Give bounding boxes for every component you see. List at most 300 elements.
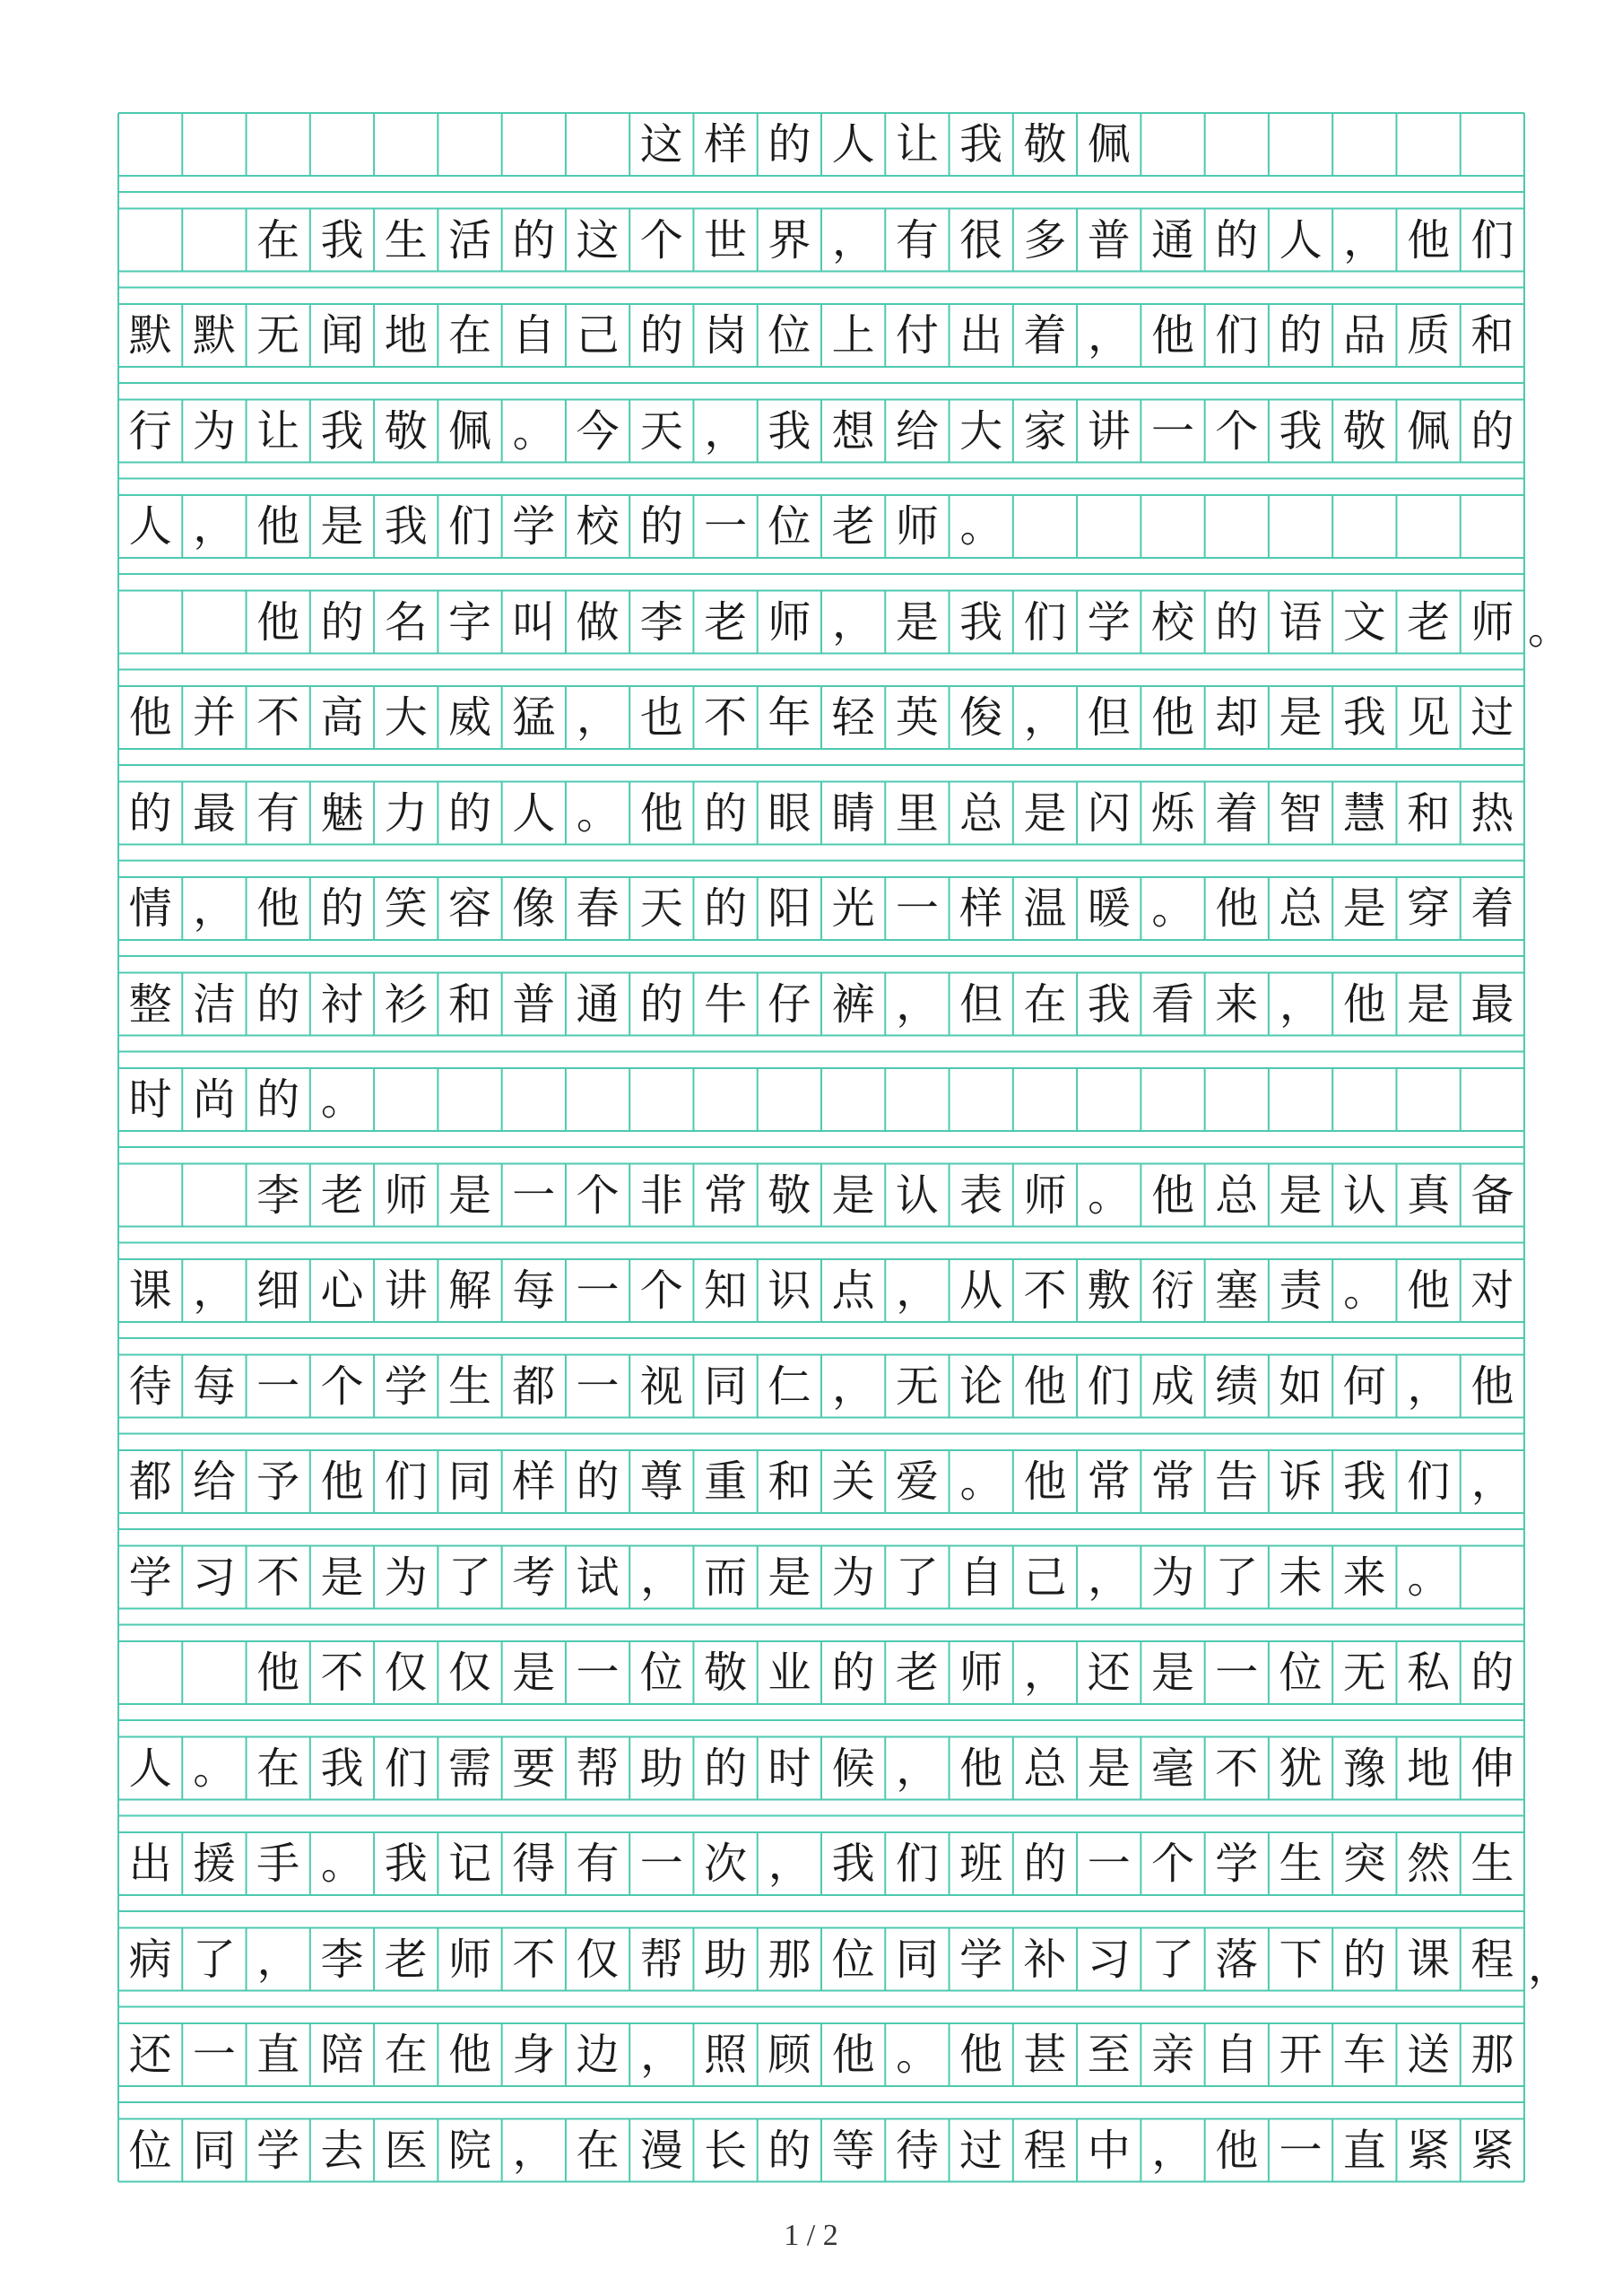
char-cell: 无 — [256, 310, 300, 361]
char-cell: 我 — [320, 405, 364, 457]
char-cell: 出 — [128, 1839, 172, 1889]
char-cell: 陪 — [320, 2030, 364, 2080]
char-cell: 他 — [831, 2030, 875, 2080]
char-cell: 手 — [256, 1839, 300, 1889]
char-cell: 需 — [447, 1743, 491, 1794]
char-cell: 时 — [768, 1743, 811, 1794]
char-cell: 己 — [1023, 1552, 1067, 1603]
text-row — [118, 1164, 1524, 1227]
char-cell: 他 — [256, 596, 300, 648]
char-cell: 光 — [831, 883, 875, 934]
char-cell: 为 — [1150, 1552, 1194, 1603]
char-cell: 着 — [1023, 310, 1067, 361]
char-cell: 的 — [1215, 596, 1259, 648]
char-cell — [182, 209, 246, 272]
char-cell: 见 — [1407, 692, 1451, 743]
char-cell: 落 — [1215, 1934, 1259, 1985]
char-cell: 有 — [576, 1839, 620, 1889]
char-cell: ， — [1343, 214, 1387, 265]
char-cell: ， — [640, 2030, 684, 2080]
char-cell: 紧 — [1470, 2125, 1514, 2176]
char-cell: 医 — [384, 2125, 428, 2176]
char-cell: 默 — [192, 310, 236, 361]
char-cell: 叫 — [512, 596, 556, 648]
char-cell: 和 — [1407, 787, 1451, 839]
char-cell: 是 — [768, 1552, 811, 1603]
char-cell: 洁 — [192, 978, 236, 1030]
text-row — [118, 1737, 1524, 1800]
char-cell: 智 — [1279, 787, 1323, 839]
char-cell: 的 — [447, 787, 491, 839]
char-cell: 有 — [895, 214, 939, 265]
char-cell: 是 — [512, 1648, 556, 1698]
char-cell: 我 — [768, 405, 811, 457]
char-cell: 他 — [1470, 1361, 1514, 1412]
char-cell: 他 — [1023, 1457, 1067, 1507]
char-cell: 习 — [192, 1552, 236, 1603]
char-cell: 普 — [512, 978, 556, 1030]
char-cell: 自 — [512, 310, 556, 361]
char-cell: 一 — [512, 1170, 556, 1221]
char-cell: 过 — [959, 2125, 1003, 2176]
char-cell: 自 — [1215, 2030, 1259, 2080]
char-cell: 付 — [895, 310, 939, 361]
char-cell: 帮 — [639, 1934, 683, 1985]
title-char: 我 — [959, 119, 1003, 170]
char-cell: 们 — [447, 501, 491, 552]
char-cell: 的 — [512, 214, 556, 265]
char-cell: 心 — [320, 1265, 364, 1316]
char-cell: 习 — [1087, 1934, 1131, 1985]
char-cell: 。 — [1407, 1552, 1451, 1603]
char-cell: 助 — [704, 1934, 748, 1985]
char-cell: 仔 — [768, 978, 811, 1030]
char-cell: 是 — [320, 1552, 364, 1603]
char-cell: 老 — [384, 1934, 428, 1985]
char-cell: 同 — [447, 1457, 491, 1507]
char-cell: 的 — [1342, 1934, 1386, 1985]
char-cell: 想 — [831, 405, 875, 457]
char-cell: 尊 — [639, 1457, 683, 1507]
char-cell: 成 — [1150, 1361, 1194, 1412]
char-cell: ， — [1023, 1648, 1067, 1698]
char-cell: 着 — [1215, 787, 1259, 839]
char-cell: 次 — [704, 1839, 748, 1889]
char-cell: 我 — [1342, 692, 1386, 743]
char-cell: 师 — [1023, 1170, 1067, 1221]
char-cell: 在 — [576, 2125, 620, 2176]
char-cell: 常 — [1087, 1457, 1131, 1507]
char-cell: 还 — [128, 2030, 172, 2080]
char-cell: 多 — [1023, 214, 1067, 265]
char-cell: 我 — [1342, 1457, 1386, 1507]
char-cell: 未 — [1279, 1552, 1323, 1603]
char-cell: 暖 — [1087, 883, 1131, 934]
text-row — [118, 2119, 1524, 2182]
char-cell: 他 — [256, 501, 300, 552]
char-cell: 来 — [1342, 1552, 1386, 1603]
char-cell: 高 — [320, 692, 364, 743]
char-cell: ， — [768, 1839, 811, 1889]
char-cell: 一 — [576, 1265, 620, 1316]
char-cell: 的 — [128, 787, 172, 839]
char-cell: 位 — [768, 501, 811, 552]
char-cell: 的 — [704, 1743, 748, 1794]
char-cell: 来 — [1215, 978, 1259, 1030]
char-cell: 上 — [831, 310, 875, 361]
char-cell: 他 — [1023, 1361, 1067, 1412]
char-cell: 那 — [768, 1934, 811, 1985]
char-cell: 援 — [192, 1839, 236, 1889]
char-cell: 但 — [959, 978, 1003, 1030]
char-cell: 的 — [256, 1074, 300, 1125]
char-cell: 讲 — [1087, 405, 1131, 457]
char-cell: 他 — [256, 1648, 300, 1698]
char-cell: 位 — [128, 2125, 172, 2176]
char-cell: 个 — [639, 1265, 683, 1316]
char-cell: 诉 — [1279, 1457, 1323, 1507]
char-cell: 们 — [1407, 1457, 1451, 1507]
title-char: 让 — [895, 119, 939, 170]
text-row — [118, 973, 1524, 1036]
char-cell: 大 — [959, 405, 1003, 457]
char-cell: 候 — [831, 1743, 875, 1794]
char-cell: 师 — [1470, 596, 1514, 648]
char-cell: 家 — [1023, 405, 1067, 457]
char-cell: 是 — [1407, 978, 1451, 1030]
char-cell: 个 — [1215, 405, 1259, 457]
text-row — [118, 1259, 1524, 1322]
char-cell: 敬 — [768, 1170, 811, 1221]
char-cell: 闪 — [1087, 787, 1131, 839]
char-cell: 的 — [704, 787, 748, 839]
char-cell: 学 — [384, 1361, 428, 1412]
char-cell: 学 — [959, 1934, 1003, 1985]
char-cell: ， — [1407, 1361, 1451, 1412]
char-cell: 我 — [959, 596, 1003, 648]
char-cell: 一 — [1215, 1648, 1259, 1698]
char-cell: 他 — [1150, 310, 1194, 361]
char-cell: 一 — [895, 883, 939, 934]
char-cell: 责 — [1279, 1265, 1323, 1316]
char-cell: 敬 — [1342, 405, 1386, 457]
char-cell: 和 — [1470, 310, 1514, 361]
text-row — [118, 591, 1572, 654]
char-cell: 眼 — [768, 787, 811, 839]
char-cell: 告 — [1215, 1457, 1259, 1507]
char-cell: 校 — [1150, 596, 1194, 648]
char-cell: 重 — [704, 1457, 748, 1507]
char-cell: 。 — [896, 2030, 940, 2080]
overflow-char: ， — [1528, 1940, 1572, 1991]
char-cell: 绩 — [1215, 1361, 1259, 1412]
page-number: 1 / 2 — [784, 2219, 838, 2252]
char-cell: 容 — [447, 883, 491, 934]
char-cell: 车 — [1342, 2030, 1386, 2080]
char-cell: 如 — [1279, 1361, 1323, 1412]
text-row — [118, 1068, 1524, 1131]
char-cell: 并 — [192, 692, 236, 743]
char-cell: 他 — [1150, 1170, 1194, 1221]
char-cell: 每 — [512, 1265, 556, 1316]
char-cell: 从 — [959, 1265, 1003, 1316]
char-cell: 他 — [959, 2030, 1003, 2080]
char-cell: 亲 — [1150, 2030, 1194, 2080]
char-cell: 在 — [384, 2030, 428, 2080]
char-cell: 穿 — [1407, 883, 1451, 934]
char-cell: 敷 — [1087, 1265, 1131, 1316]
char-cell: 记 — [447, 1839, 491, 1889]
char-cell: 予 — [256, 1457, 300, 1507]
char-cell: 学 — [512, 501, 556, 552]
char-cell: 是 — [1023, 787, 1067, 839]
char-cell: 像 — [512, 883, 556, 934]
char-cell: 师 — [384, 1170, 428, 1221]
char-cell: 师 — [895, 501, 939, 552]
char-cell: 。 — [1151, 883, 1195, 934]
char-cell: 直 — [1342, 2125, 1386, 2176]
char-cell — [182, 1164, 246, 1227]
char-cell: 不 — [704, 692, 748, 743]
char-cell: 知 — [704, 1265, 748, 1316]
char-cell: 等 — [831, 2125, 875, 2176]
char-cell: 裤 — [831, 978, 875, 1030]
char-cell: 中 — [1087, 2125, 1131, 2176]
char-cell: 给 — [895, 405, 939, 457]
char-cell: 为 — [384, 1552, 428, 1603]
char-cell: 师 — [768, 596, 811, 648]
char-cell: 人 — [128, 1743, 172, 1794]
char-cell: 猛 — [512, 692, 556, 743]
char-cell: 每 — [192, 1361, 236, 1412]
char-cell: 学 — [128, 1552, 172, 1603]
char-cell: 也 — [639, 692, 683, 743]
char-cell: 表 — [959, 1170, 1003, 1221]
char-cell: 让 — [256, 405, 300, 457]
char-cell: 他 — [1407, 1265, 1451, 1316]
char-cell: 视 — [639, 1361, 683, 1412]
char-cell: 佩 — [1407, 405, 1451, 457]
char-cell: 他 — [256, 883, 300, 934]
char-cell: 是 — [1279, 692, 1323, 743]
char-cell: 的 — [1279, 310, 1323, 361]
char-cell — [118, 1641, 182, 1704]
char-cell: 牛 — [704, 978, 748, 1030]
title-char: 样 — [704, 119, 748, 170]
char-cell: 春 — [576, 883, 620, 934]
char-cell: 爱 — [895, 1457, 939, 1507]
char-cell: 总 — [1215, 1170, 1259, 1221]
char-cell: 何 — [1342, 1361, 1386, 1412]
char-cell: ， — [832, 596, 876, 648]
char-cell: 。 — [1088, 1170, 1132, 1221]
char-cell: 的 — [320, 883, 364, 934]
char-cell: 情 — [128, 883, 172, 934]
char-cell: 课 — [128, 1265, 172, 1316]
text-row — [118, 304, 1524, 367]
char-cell: 他 — [639, 787, 683, 839]
text-row — [118, 877, 1524, 940]
char-cell: 文 — [1342, 596, 1386, 648]
char-cell: 世 — [704, 214, 748, 265]
char-cell: 敬 — [704, 1648, 748, 1698]
char-cell: 个 — [1150, 1839, 1194, 1889]
char-cell: 身 — [512, 2030, 556, 2080]
char-cell: 待 — [895, 2125, 939, 2176]
char-cell: 认 — [1342, 1170, 1386, 1221]
char-cell: 常 — [704, 1170, 748, 1221]
char-cell: 真 — [1407, 1170, 1451, 1221]
char-cell: 是 — [320, 501, 364, 552]
char-cell: 们 — [895, 1839, 939, 1889]
char-cell: 突 — [1342, 1839, 1386, 1889]
char-cell: ， — [640, 1552, 684, 1603]
char-cell: 活 — [447, 214, 491, 265]
title-char: 的 — [768, 119, 811, 170]
char-cell: 年 — [768, 692, 811, 743]
char-cell: 我 — [320, 1743, 364, 1794]
char-cell: 人 — [512, 787, 556, 839]
char-cell: 伸 — [1470, 1743, 1514, 1794]
char-cell: 对 — [1470, 1265, 1514, 1316]
char-cell: 识 — [768, 1265, 811, 1316]
char-cell: 补 — [1023, 1934, 1067, 1985]
char-cell: 慧 — [1342, 787, 1386, 839]
char-cell: 一 — [704, 501, 748, 552]
char-cell: 有 — [256, 787, 300, 839]
char-cell: 师 — [959, 1648, 1003, 1698]
char-cell: 烁 — [1150, 787, 1194, 839]
char-cell: 一 — [639, 1839, 683, 1889]
char-cell: 岗 — [704, 310, 748, 361]
char-cell: 笑 — [384, 883, 428, 934]
char-cell: 我 — [831, 1839, 875, 1889]
char-cell: 毫 — [1150, 1743, 1194, 1794]
char-cell: 还 — [1087, 1648, 1131, 1698]
text-row — [118, 782, 1524, 845]
char-cell: 他 — [1150, 692, 1194, 743]
char-cell: 学 — [256, 2125, 300, 2176]
char-cell: 己 — [576, 310, 620, 361]
char-cell: 程 — [1023, 2125, 1067, 2176]
char-cell: 的 — [1023, 1839, 1067, 1889]
char-cell: 课 — [1407, 1934, 1451, 1985]
char-cell: 很 — [959, 214, 1003, 265]
char-cell: 不 — [1023, 1265, 1067, 1316]
char-cell: 一 — [256, 1361, 300, 1412]
char-cell: 位 — [1279, 1648, 1323, 1698]
char-cell: 关 — [831, 1457, 875, 1507]
char-cell: 尚 — [192, 1074, 236, 1125]
overflow-char: 。 — [1528, 603, 1572, 654]
char-cell: 。 — [1343, 1265, 1387, 1316]
char-cell: 。 — [576, 787, 620, 839]
char-cell: 我 — [1279, 405, 1323, 457]
char-cell: 总 — [1023, 1743, 1067, 1794]
char-cell: ， — [1023, 692, 1067, 743]
char-cell: 老 — [895, 1648, 939, 1698]
char-cell: 自 — [959, 1552, 1003, 1603]
char-cell: 顾 — [768, 2030, 811, 2080]
char-cell: 不 — [256, 692, 300, 743]
char-cell: 英 — [895, 692, 939, 743]
char-cell: ， — [1279, 978, 1323, 1030]
char-cell: 地 — [1407, 1743, 1451, 1794]
char-cell: 无 — [895, 1361, 939, 1412]
char-cell: 一 — [576, 1648, 620, 1698]
char-cell: 不 — [512, 1934, 556, 1985]
char-cell: 在 — [256, 214, 300, 265]
char-cell: 一 — [1279, 2125, 1323, 2176]
char-cell: 常 — [1150, 1457, 1194, 1507]
char-cell: 学 — [1215, 1839, 1259, 1889]
char-cell: 最 — [192, 787, 236, 839]
char-cell: 是 — [831, 1170, 875, 1221]
char-cell: 一 — [192, 2030, 236, 2080]
char-cell: 他 — [1407, 214, 1451, 265]
char-cell: 佩 — [447, 405, 491, 457]
char-cell: 。 — [320, 1074, 364, 1125]
char-cell: 都 — [128, 1457, 172, 1507]
char-cell: 热 — [1470, 787, 1514, 839]
char-cell: 温 — [1023, 883, 1067, 934]
char-cell: 们 — [1023, 596, 1067, 648]
char-cell: 备 — [1470, 1170, 1514, 1221]
char-cell: 和 — [447, 978, 491, 1030]
char-cell: ， — [704, 405, 748, 457]
char-cell: 同 — [704, 1361, 748, 1412]
char-cell: 点 — [831, 1265, 875, 1316]
char-cell: 至 — [1087, 2030, 1131, 2080]
char-cell: 讲 — [384, 1265, 428, 1316]
char-cell: 位 — [639, 1648, 683, 1698]
char-cell: 做 — [576, 596, 620, 648]
char-cell: 师 — [447, 1934, 491, 1985]
char-cell: 衬 — [320, 978, 364, 1030]
char-cell: ， — [576, 692, 620, 743]
char-cell: 班 — [959, 1839, 1003, 1889]
char-cell: 了 — [1215, 1552, 1259, 1603]
char-cell: 界 — [768, 214, 811, 265]
char-cell: 的 — [704, 883, 748, 934]
char-cell: 生 — [1470, 1839, 1514, 1889]
char-cell: 语 — [1279, 596, 1323, 648]
text-row — [118, 209, 1524, 272]
char-cell: 的 — [768, 2125, 811, 2176]
char-cell: 是 — [1150, 1648, 1194, 1698]
char-cell: 他 — [128, 692, 172, 743]
char-cell: 我 — [384, 1839, 428, 1889]
char-cell: 魅 — [320, 787, 364, 839]
char-cell: 病 — [128, 1934, 172, 1985]
text-row — [118, 400, 1524, 463]
char-cell: 他 — [447, 2030, 491, 2080]
char-cell: 无 — [1342, 1648, 1386, 1698]
char-cell: 院 — [447, 2125, 491, 2176]
char-cell: 个 — [576, 1170, 620, 1221]
char-cell: 我 — [384, 501, 428, 552]
char-cell: 私 — [1407, 1648, 1451, 1698]
char-cell: 是 — [1087, 1743, 1131, 1794]
char-cell: 的 — [1470, 405, 1514, 457]
char-cell: 不 — [320, 1648, 364, 1698]
char-cell: 开 — [1279, 2030, 1323, 2080]
char-cell: 的 — [1470, 1648, 1514, 1698]
char-cell: 今 — [576, 405, 620, 457]
char-cell: 和 — [768, 1457, 811, 1507]
char-cell: 边 — [576, 2030, 620, 2080]
char-cell: 我 — [1087, 978, 1131, 1030]
